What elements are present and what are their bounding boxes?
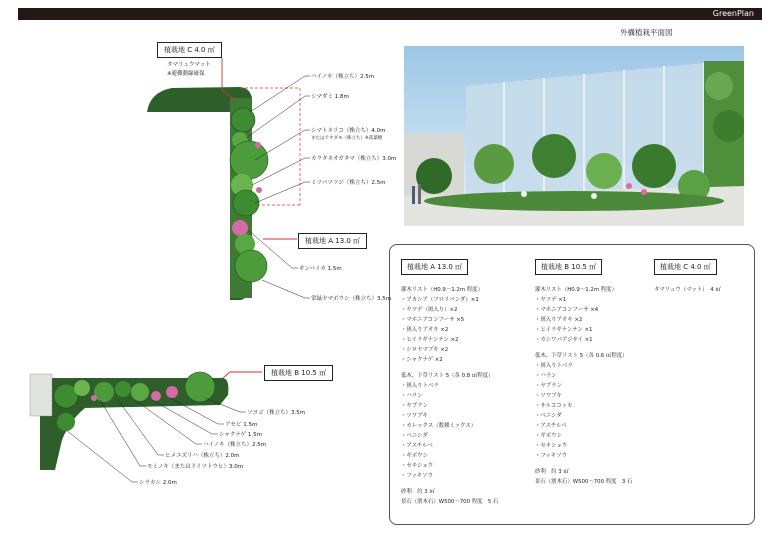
list-item: ・ギボウシ (535, 433, 562, 439)
list-item: ・カレックス（数種ミックス） (401, 423, 477, 429)
plant-label: 常緑ヤマボウシ（株立ち）3.5m (311, 296, 392, 302)
list-item: ・ギボウシ (401, 453, 428, 459)
list-item: ・ヤツデ（斑入り）×2 (401, 307, 458, 313)
plant-label: ハイノキ（株立ち）2.5m (203, 442, 267, 448)
list-item: ・ヒイラギナンテン ×2 (401, 337, 459, 343)
gravel-note: 砂利 約 3 ㎡ (535, 469, 569, 475)
zone-c-label: 植栽地 C 4.0 ㎡ (157, 42, 222, 58)
gravel-note: 砂利 約 3 ㎡ (401, 489, 435, 495)
list-item: ・ベニシダ (401, 433, 428, 439)
plant-label: ギンバイカ 1.5m (299, 266, 342, 272)
list-zone-a (401, 259, 498, 507)
plant-label: ソヨゴ（株立ち）3.5m (247, 410, 306, 416)
list-item: ・マホニアコンフーサ ×5 (401, 317, 465, 323)
shrub-title: 灌木リスト（H0.9〜1.2m 程度） (401, 287, 483, 293)
list-item: タマリュウ（マット） 4 ㎡ (654, 287, 721, 293)
list-item: ・フッキソウ (401, 473, 433, 479)
rendering-image (404, 46, 744, 226)
list-item: ・アカシア（フロリバンダ）×1 (401, 297, 479, 303)
list-item: ・ツワブキ (401, 413, 428, 419)
list-item: ・カシワバアジサイ ×1 (535, 337, 593, 343)
landscape-rendering (404, 46, 744, 226)
list-item: ・斑入りアオキ ×2 (401, 327, 449, 333)
list-item: ・ヤツデ ×1 (535, 297, 567, 303)
list-item: ・斑入りトベラ (401, 383, 439, 389)
list-item: ・シロヤマブキ ×2 (401, 347, 449, 353)
list-item: ・セキショウ (535, 443, 568, 449)
list-zone-b-header: 植栽地 B 10.5 ㎡ (535, 259, 602, 275)
brand-label: GreenPlan (712, 9, 754, 18)
zone-c-note-2: ※避難動線確保 (167, 71, 205, 77)
shrub-title: 灌木リスト（H0.9〜1.2m 程度） (535, 287, 617, 293)
plant-label: アセビ 1.5m (225, 422, 258, 428)
plant-label: シマトネリコ（株立ち）4.0m (311, 128, 386, 134)
ground-title: 低木、下草リスト 5（各 0.6 ㎡程度） (535, 353, 628, 359)
list-zone-c-header: 植栽地 C 4.0 ㎡ (654, 259, 717, 275)
plant-label: カラタネオガタマ（株立ち）3.0m (311, 156, 397, 162)
plant-label: またはアオダモ（株立ち）※落葉樹 (311, 136, 383, 141)
page-title: 外構植栽平面図 (620, 28, 673, 37)
plant-label: シラカシ 2.0m (139, 480, 177, 486)
list-item: ・ハラン (535, 373, 557, 379)
plant-label: シャクナゲ 1.5m (219, 432, 263, 438)
list-item: ・アスチルベ (535, 423, 567, 429)
list-item: ・シャクナゲ ×2 (401, 357, 443, 363)
plant-list-panel (389, 244, 755, 525)
plant-label: ミツバツツジ（株立ち）2.5m (311, 180, 386, 186)
zone-b-label: 植栽地 B 10.5 ㎡ (264, 365, 333, 381)
list-item: ・斑入りアオキ ×2 (535, 317, 583, 323)
list-zone-a-header: 植栽地 A 13.0 ㎡ (401, 259, 468, 275)
plant-label: シマダミ 1.8m (311, 94, 349, 100)
list-item: ・マホニアコンフーサ ×4 (535, 307, 599, 313)
list-item: ・ヒイラギナンテン ×1 (535, 327, 593, 333)
plant-label: ヒメユズリハ（株立ち）2.0m (165, 453, 240, 459)
ground-title: 低木、下草リスト 5（各 0.8 ㎡程度） (401, 373, 494, 379)
list-zone-b (535, 259, 632, 487)
list-item: ・フッキソウ (535, 453, 567, 459)
list-zone-c (654, 259, 721, 295)
stone-note: 景石（割木石）W500〜700 程度 3 石 (535, 479, 633, 485)
list-item: ・ハラン (401, 393, 423, 399)
list-item: ・アスチルベ (401, 443, 433, 449)
stone-note: 景石（割木石）W500〜700 程度 5 石 (401, 499, 499, 505)
list-item: ・斑入りトベラ (535, 363, 573, 369)
list-item: ・ツワブキ (535, 393, 562, 399)
list-item: ・ヤブラン (535, 383, 562, 389)
zone-a-label: 植栽地 A 13.0 ㎡ (298, 233, 367, 249)
list-item: ・サルココッカ (535, 403, 573, 409)
zone-c-note-1: タマリュウマット (167, 62, 211, 68)
plant-label: ハイノキ（株立ち）2.5m (311, 74, 375, 80)
list-item: ・ヤブラン (401, 403, 428, 409)
list-item: ・ベニシダ (535, 413, 562, 419)
plant-label: モミノキ（またはドイツトウヒ）3.0m (147, 464, 244, 470)
list-item: ・セキショウ (401, 463, 434, 469)
